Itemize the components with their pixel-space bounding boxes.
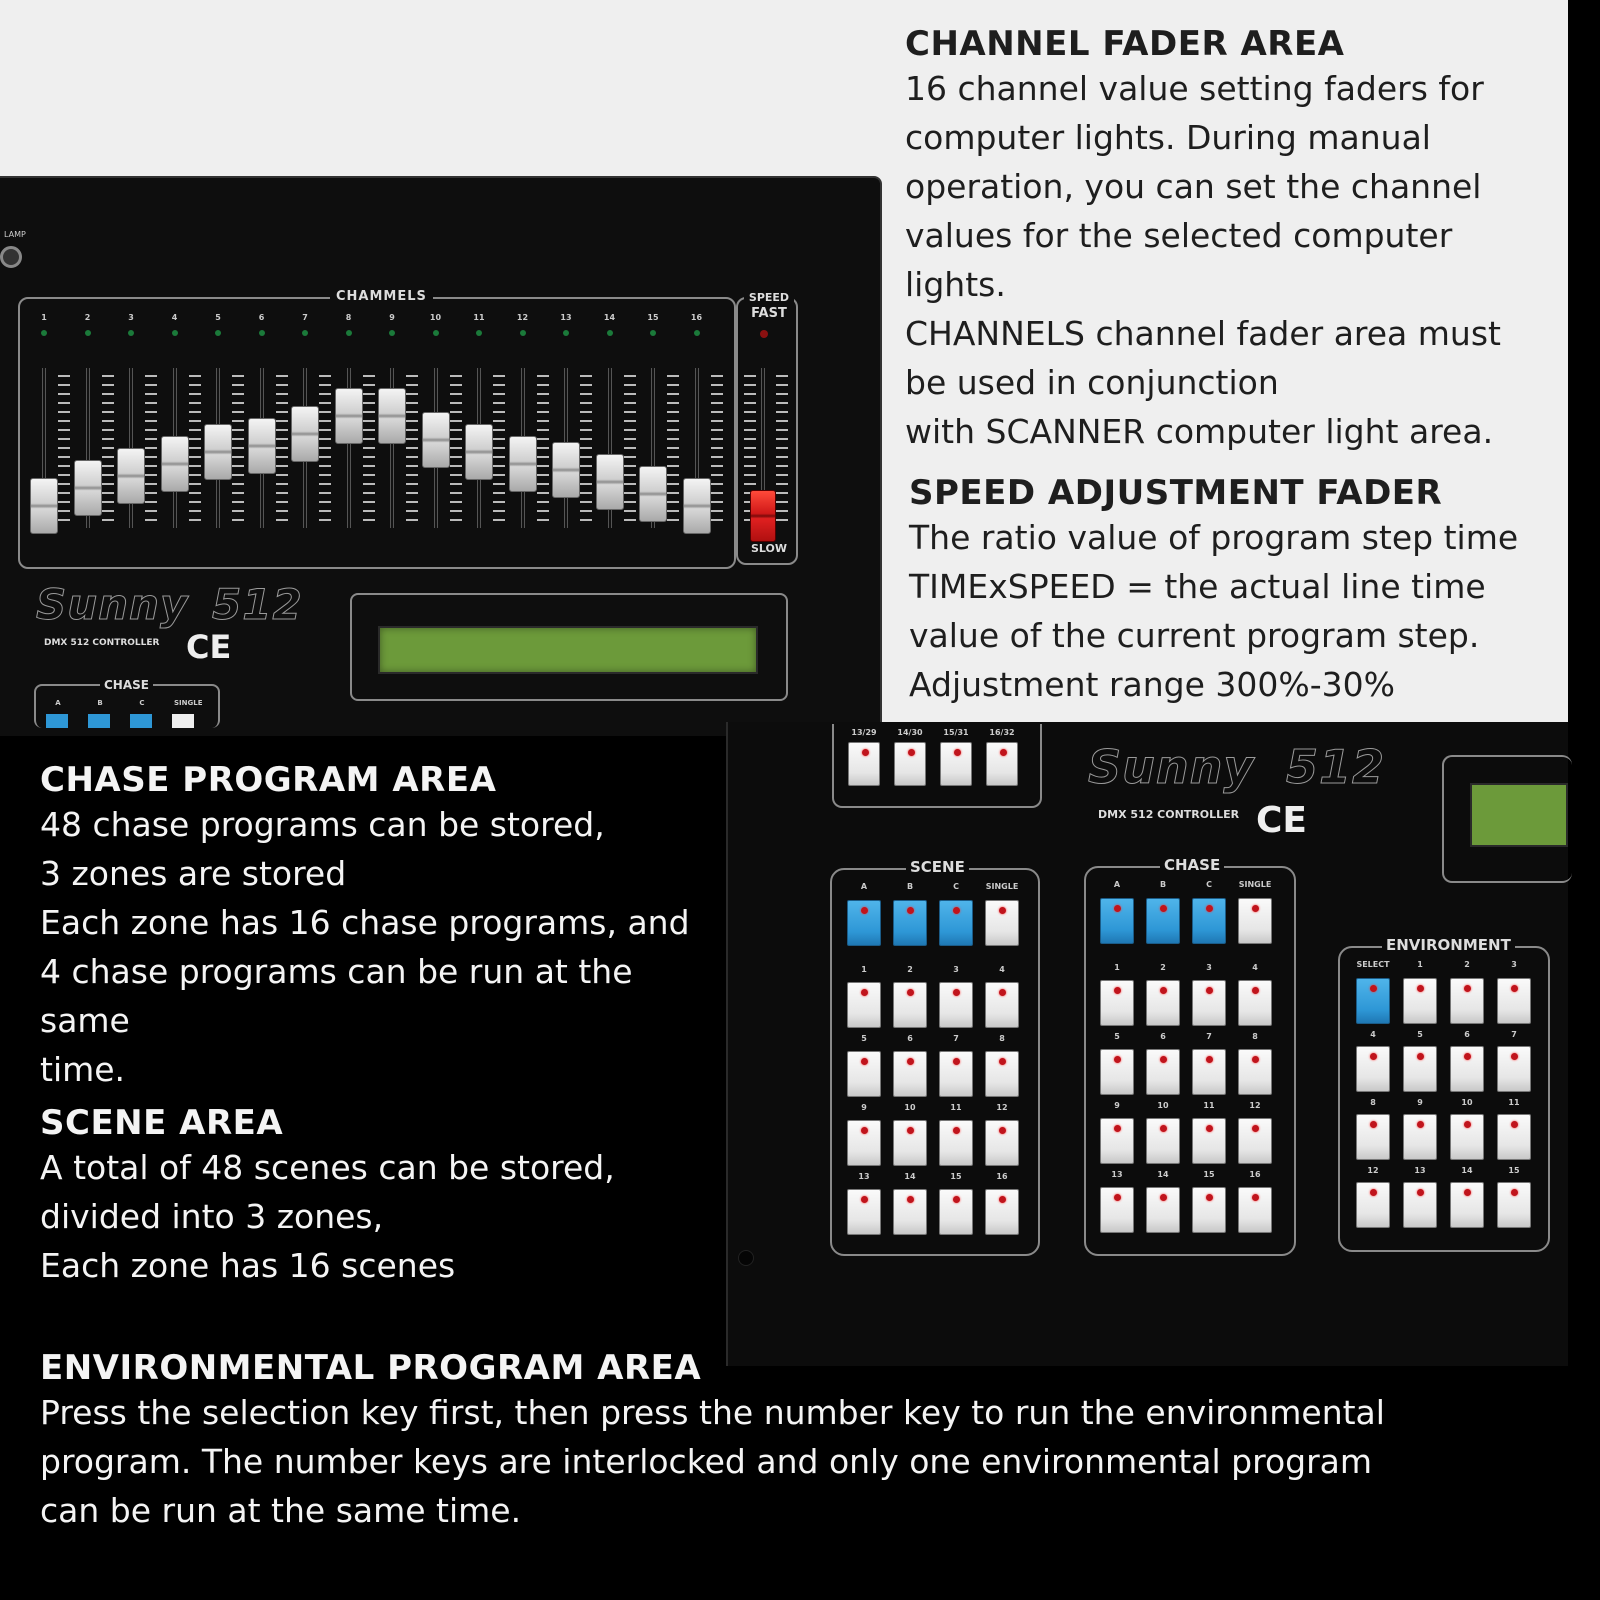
- channel-fader-knob[interactable]: [596, 454, 624, 510]
- chase-number-key[interactable]: [1238, 1187, 1272, 1233]
- chase-key-label: 6: [1160, 1032, 1166, 1041]
- chase-key-label: 2: [1160, 963, 1166, 972]
- channel-number-label: 15: [647, 313, 659, 322]
- channel-number-label: 1: [41, 313, 47, 322]
- environment-number-key[interactable]: [1450, 1114, 1484, 1160]
- environment-number-key[interactable]: [1497, 1182, 1531, 1228]
- chase-program-line: 4 chase programs can be run at the same: [40, 952, 633, 1040]
- chase-program-line: 48 chase programs can be stored,: [40, 805, 605, 844]
- speed-fader-title: SPEED ADJUSTMENT FADER: [909, 473, 1443, 513]
- channel-fader-knob[interactable]: [248, 418, 276, 474]
- top-strip-key-label: 15/31: [943, 728, 969, 737]
- scene-number-key[interactable]: [985, 982, 1019, 1028]
- lamp-label: LAMP: [4, 230, 26, 239]
- channel-fader-knob[interactable]: [30, 478, 58, 534]
- scene-number-key[interactable]: [985, 1189, 1019, 1235]
- speed-slow-label: SLOW: [750, 542, 788, 555]
- brand-subtitle: DMX 512 CONTROLLER: [44, 638, 160, 648]
- chase-number-key[interactable]: [1100, 1118, 1134, 1164]
- fader-ticks: [145, 375, 157, 525]
- channel-fader-line: operation, you can set the channel: [905, 167, 1482, 206]
- chase-number-key[interactable]: [1100, 1187, 1134, 1233]
- channel-fader-knob[interactable]: [335, 388, 363, 444]
- channel-led: [694, 330, 700, 336]
- fader-ticks: [624, 375, 636, 525]
- chase-mini-title: CHASE: [100, 678, 153, 692]
- chase-program-title: CHASE PROGRAM AREA: [40, 760, 497, 800]
- ce-mark-2: CE: [1256, 800, 1308, 841]
- chase-number-key[interactable]: [1192, 980, 1226, 1026]
- top-strip-key[interactable]: [986, 742, 1018, 786]
- scene-line: Each zone has 16 scenes: [40, 1246, 456, 1285]
- chase-mini-key[interactable]: [88, 714, 110, 728]
- channel-led: [476, 330, 482, 336]
- scene-key-label: 16: [996, 1172, 1008, 1181]
- fader-ticks: [276, 375, 288, 525]
- channel-led: [650, 330, 656, 336]
- environment-key-label: SELECT: [1356, 960, 1390, 969]
- scene-zone-key[interactable]: [985, 900, 1019, 946]
- brand-name-2: Sunny: [1088, 740, 1255, 794]
- chase-mini-key-label: A: [55, 699, 61, 707]
- environment-key-label: 7: [1511, 1030, 1517, 1039]
- channel-fader-line: CHANNELS channel fader area must: [905, 314, 1501, 353]
- scene-title: SCENE: [906, 858, 969, 876]
- channel-fader-line: 16 channel value setting faders for: [905, 69, 1484, 108]
- scene-key-label: 4: [999, 965, 1005, 974]
- channel-number-label: 9: [389, 313, 395, 322]
- environment-key-label: 2: [1464, 960, 1470, 969]
- speed-fader-knob[interactable]: [750, 490, 776, 542]
- chase-key-label: 12: [1249, 1101, 1261, 1110]
- chase-number-key[interactable]: [1146, 1187, 1180, 1233]
- scene-key-label: B: [906, 882, 914, 891]
- scene-number-key[interactable]: [847, 982, 881, 1028]
- channel-number-label: 6: [258, 313, 265, 322]
- lamp-socket[interactable]: [0, 246, 22, 268]
- chase-program-section: [40, 760, 730, 1094]
- scene-key-label: 9: [861, 1103, 867, 1112]
- environment-key[interactable]: [1497, 978, 1531, 1024]
- channel-led: [41, 330, 47, 336]
- top-strip-key-label: 14/30: [897, 728, 923, 737]
- fader-ticks: [493, 375, 505, 525]
- chase-mini-key[interactable]: [46, 714, 68, 728]
- channel-number-label: 10: [429, 313, 442, 322]
- scene-key-label: 8: [999, 1034, 1005, 1043]
- channel-number-label: 3: [128, 313, 134, 322]
- scene-key-label: SINGLE: [985, 882, 1019, 891]
- chase-key-label: B: [1159, 880, 1167, 889]
- chase-number-key[interactable]: [1192, 1049, 1226, 1095]
- chase-title: CHASE: [1160, 856, 1224, 874]
- chase-number-key[interactable]: [1100, 1049, 1134, 1095]
- environment-number-key[interactable]: [1356, 1114, 1390, 1160]
- chase-key-label: 1: [1114, 963, 1120, 972]
- scene-section: [40, 1103, 730, 1290]
- chase-key-label: C: [1206, 880, 1212, 889]
- environment-key-label: 5: [1417, 1030, 1423, 1039]
- scene-number-key[interactable]: [939, 1120, 973, 1166]
- chase-key-label: 13: [1111, 1170, 1123, 1179]
- scene-number-key[interactable]: [985, 1051, 1019, 1097]
- scene-number-key[interactable]: [847, 1120, 881, 1166]
- environment-key-label: 13: [1414, 1166, 1426, 1175]
- chase-number-key[interactable]: [1146, 1049, 1180, 1095]
- environment-key-label: 9: [1417, 1098, 1423, 1107]
- brand-model: 512: [212, 580, 303, 629]
- channel-led: [389, 330, 395, 336]
- brand-model-2: 512: [1286, 740, 1386, 794]
- channel-led: [85, 330, 91, 336]
- environment-key-label: 8: [1370, 1098, 1376, 1107]
- channel-fader-line: computer lights. During manual: [905, 118, 1431, 157]
- scene-number-key[interactable]: [847, 1051, 881, 1097]
- ce-mark: CE: [186, 628, 232, 666]
- environment-key[interactable]: [1403, 978, 1437, 1024]
- chase-mini-key[interactable]: [130, 714, 152, 728]
- environment-key-label: 10: [1461, 1098, 1473, 1107]
- environment-number-key[interactable]: [1450, 1046, 1484, 1092]
- scene-zone-key[interactable]: [893, 900, 927, 946]
- scene-key-label: 2: [907, 965, 913, 974]
- chase-mini-key-label: C: [139, 699, 145, 707]
- environment-number-key[interactable]: [1497, 1114, 1531, 1160]
- chase-key-label: 7: [1206, 1032, 1212, 1041]
- channel-fader-line: be used in conjunction: [905, 363, 1279, 402]
- channel-number-label: 4: [171, 313, 178, 322]
- scene-key-label: 7: [953, 1034, 959, 1043]
- scene-key-label: 10: [904, 1103, 916, 1112]
- environment-number-key[interactable]: [1450, 1182, 1484, 1228]
- scene-number-key[interactable]: [893, 982, 927, 1028]
- channel-fader-knob[interactable]: [161, 436, 189, 492]
- top-strip-key[interactable]: [894, 742, 926, 786]
- chase-key-label: 10: [1157, 1101, 1169, 1110]
- brand-name: Sunny: [36, 580, 189, 629]
- brand-subtitle-2: DMX 512 CONTROLLER: [1098, 808, 1240, 821]
- channel-led: [302, 330, 308, 336]
- chase-number-key[interactable]: [1238, 980, 1272, 1026]
- environment-key-label: 4: [1370, 1030, 1376, 1039]
- chase-key-label: 15: [1203, 1170, 1215, 1179]
- channel-fader-line: values for the selected computer: [905, 216, 1453, 255]
- scene-number-key[interactable]: [847, 1189, 881, 1235]
- lcd-display-2: [1470, 783, 1568, 847]
- fader-ticks: [363, 375, 375, 525]
- environment-key[interactable]: [1450, 978, 1484, 1024]
- scene-key-label: 1: [861, 965, 867, 974]
- channel-number-label: 11: [473, 313, 485, 322]
- channel-fader-knob[interactable]: [552, 442, 580, 498]
- environment-key-label: 11: [1508, 1098, 1520, 1107]
- scene-number-key[interactable]: [939, 1189, 973, 1235]
- panel-screw: [738, 1250, 754, 1266]
- channel-led: [259, 330, 265, 336]
- chase-key-label: 9: [1114, 1101, 1120, 1110]
- scene-key-label: 11: [950, 1103, 962, 1112]
- scene-key-label: 5: [861, 1034, 867, 1043]
- chase-program-line: Each zone has 16 chase programs, and: [40, 903, 690, 942]
- scene-number-key[interactable]: [893, 1051, 927, 1097]
- chase-number-key[interactable]: [1238, 1049, 1272, 1095]
- chase-zone-key[interactable]: [1238, 898, 1272, 944]
- channels-label: CHAMMELS: [330, 289, 433, 304]
- fader-ticks: [537, 375, 549, 525]
- channel-fader-knob[interactable]: [204, 424, 232, 480]
- environment-number-key[interactable]: [1356, 1046, 1390, 1092]
- chase-key-label: 8: [1252, 1032, 1258, 1041]
- chase-zone-key[interactable]: [1192, 898, 1226, 944]
- environment-number-key[interactable]: [1403, 1182, 1437, 1228]
- channel-fader-section: [905, 24, 1545, 456]
- top-strip-key[interactable]: [940, 742, 972, 786]
- speed-fast-label: FAST: [751, 306, 787, 321]
- chase-number-key[interactable]: [1238, 1118, 1272, 1164]
- chase-key-label: 11: [1203, 1101, 1215, 1110]
- scene-zone-key[interactable]: [939, 900, 973, 946]
- channel-fader-knob[interactable]: [422, 412, 450, 468]
- channel-number-label: 16: [690, 313, 703, 322]
- speed-label: SPEED: [744, 291, 794, 305]
- top-strip-key[interactable]: [848, 742, 880, 786]
- scene-zone-key[interactable]: [847, 900, 881, 946]
- channel-led: [563, 330, 569, 336]
- channel-fader-knob[interactable]: [117, 448, 145, 504]
- environment-key-label: 6: [1464, 1030, 1470, 1039]
- speed-fader-line: TIMExSPEED = the actual line time: [909, 567, 1486, 606]
- fader-ticks: [406, 375, 418, 525]
- channel-fader-knob[interactable]: [683, 478, 711, 534]
- channel-led: [128, 330, 134, 336]
- chase-zone-key[interactable]: [1100, 898, 1134, 944]
- channel-fader-line: with SCANNER computer light area.: [905, 412, 1494, 451]
- channel-number-label: 14: [603, 313, 616, 322]
- fader-ticks: [667, 375, 679, 525]
- chase-number-key[interactable]: [1192, 1187, 1226, 1233]
- channel-number-label: 8: [345, 313, 352, 322]
- chase-key-label: 16: [1249, 1170, 1261, 1179]
- scene-number-key[interactable]: [939, 982, 973, 1028]
- fader-ticks: [450, 375, 462, 525]
- chase-zone-key[interactable]: [1146, 898, 1180, 944]
- environment-key[interactable]: [1356, 978, 1390, 1024]
- scene-line: A total of 48 scenes can be stored,: [40, 1148, 615, 1187]
- scene-number-key[interactable]: [985, 1120, 1019, 1166]
- channel-fader-title: CHANNEL FADER AREA: [905, 24, 1345, 64]
- scene-key-label: 12: [996, 1103, 1008, 1112]
- scene-number-key[interactable]: [893, 1189, 927, 1235]
- fader-ticks: [711, 375, 723, 525]
- environment-number-key[interactable]: [1356, 1182, 1390, 1228]
- environment-key-label: 12: [1367, 1166, 1379, 1175]
- scene-key-label: 15: [950, 1172, 962, 1181]
- channel-fader-knob[interactable]: [509, 436, 537, 492]
- scene-key-label: A: [860, 882, 868, 891]
- channel-fader-knob[interactable]: [639, 466, 667, 522]
- fader-ticks: [102, 375, 114, 525]
- scene-key-label: 6: [907, 1034, 913, 1043]
- speed-led: [760, 330, 768, 338]
- environment-number-key[interactable]: [1403, 1114, 1437, 1160]
- environmental-title: ENVIRONMENTAL PROGRAM AREA: [40, 1348, 702, 1388]
- top-strip-key-label: 13/29: [851, 728, 877, 737]
- lcd-display: [378, 626, 758, 674]
- channel-led: [433, 330, 439, 336]
- channel-fader-knob[interactable]: [74, 460, 102, 516]
- speed-fader-line: The ratio value of program step time: [909, 518, 1519, 557]
- chase-number-key[interactable]: [1100, 980, 1134, 1026]
- channel-fader-line: lights.: [905, 265, 1006, 304]
- environmental-line: Press the selection key first, then press the number key to run the environmental: [40, 1393, 1385, 1432]
- channel-fader-knob[interactable]: [291, 406, 319, 462]
- chase-key-label: 3: [1206, 963, 1212, 972]
- channel-number-label: 7: [302, 313, 308, 322]
- chase-key-label: 4: [1252, 963, 1258, 972]
- environment-key-label: 15: [1508, 1166, 1520, 1175]
- chase-number-key[interactable]: [1146, 980, 1180, 1026]
- channel-number-label: 2: [84, 313, 91, 322]
- channel-led: [607, 330, 613, 336]
- chase-number-key[interactable]: [1146, 1118, 1180, 1164]
- environment-number-key[interactable]: [1403, 1046, 1437, 1092]
- scene-number-key[interactable]: [939, 1051, 973, 1097]
- chase-program-line: time.: [40, 1050, 126, 1089]
- environmental-line: program. The number keys are interlocked and only one environmental program: [40, 1442, 1373, 1481]
- chase-key-label: A: [1113, 880, 1121, 889]
- scene-area-title: SCENE AREA: [40, 1103, 284, 1143]
- channel-led: [172, 330, 178, 336]
- fader-ticks: [189, 375, 201, 525]
- top-strip-key-label: 16/32: [989, 728, 1015, 737]
- scene-line: divided into 3 zones,: [40, 1197, 384, 1236]
- chase-mini-key[interactable]: [172, 714, 194, 728]
- channel-led: [520, 330, 526, 336]
- chase-key-label: 5: [1114, 1032, 1120, 1041]
- environment-key-label: 3: [1511, 960, 1517, 969]
- speed-fader-line: value of the current program step.: [909, 616, 1480, 655]
- environment-number-key[interactable]: [1497, 1046, 1531, 1092]
- environment-title: ENVIRONMENT: [1382, 936, 1515, 954]
- fader-ticks: [58, 375, 70, 525]
- scene-number-key[interactable]: [893, 1120, 927, 1166]
- scene-key-label: 3: [953, 965, 959, 974]
- channel-led: [215, 330, 221, 336]
- fader-ticks: [319, 375, 331, 525]
- scene-key-label: 13: [858, 1172, 870, 1181]
- speed-fader-section: [909, 473, 1549, 709]
- scene-key-label: 14: [904, 1172, 916, 1181]
- channel-number-label: 13: [560, 313, 572, 322]
- environmental-line: can be run at the same time.: [40, 1491, 522, 1530]
- chase-number-key[interactable]: [1192, 1118, 1226, 1164]
- channel-led: [346, 330, 352, 336]
- chase-program-line: 3 zones are stored: [40, 854, 347, 893]
- speed-fader-line: Adjustment range 300%-30%: [909, 665, 1395, 704]
- environment-key-label: 1: [1417, 960, 1423, 969]
- chase-mini-key-label: SINGLE: [174, 699, 203, 707]
- channel-fader-knob[interactable]: [378, 388, 406, 444]
- chase-mini-key-label: B: [97, 699, 103, 707]
- chase-key-label: 14: [1157, 1170, 1169, 1179]
- speed-ticks-right: [776, 375, 788, 525]
- channel-number-label: 5: [215, 313, 221, 322]
- fader-ticks: [580, 375, 592, 525]
- channel-fader-knob[interactable]: [465, 424, 493, 480]
- fader-ticks: [232, 375, 244, 525]
- scene-key-label: C: [953, 882, 959, 891]
- chase-key-label: SINGLE: [1238, 880, 1272, 889]
- environment-key-label: 14: [1461, 1166, 1473, 1175]
- environmental-section: [40, 1348, 1540, 1535]
- channel-number-label: 12: [516, 313, 529, 322]
